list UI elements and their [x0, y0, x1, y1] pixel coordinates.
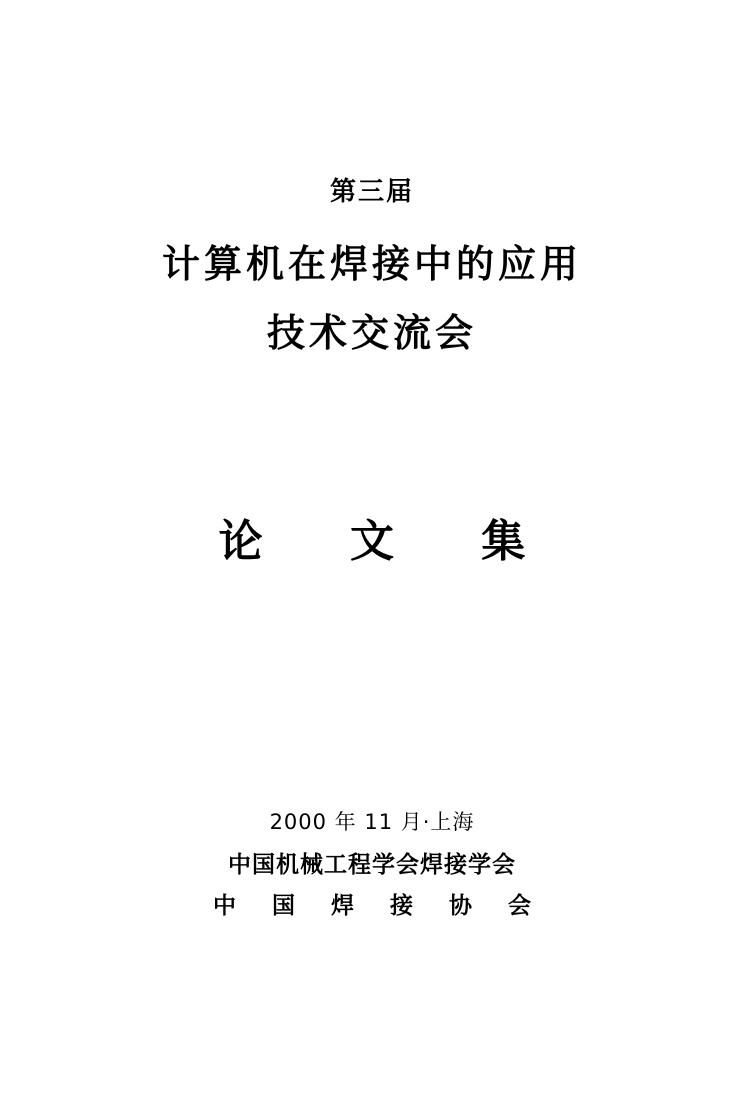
conference-title-line-2: 技术交流会: [266, 311, 477, 356]
date-and-location: 2000 年 11 月·上海: [269, 810, 475, 834]
conference-edition: 第三届: [329, 177, 414, 207]
proceedings-label: 论 文 集: [218, 516, 562, 567]
organizer-primary: 中国机械工程学会焊接学会: [228, 852, 516, 879]
cover-footer-block: [0, 808, 744, 922]
cover-title-block: [0, 178, 744, 358]
organizer-secondary: 中 国 焊 接 协 会: [212, 893, 546, 920]
conference-title-line-1: 计算机在焊接中的应用: [161, 241, 582, 286]
